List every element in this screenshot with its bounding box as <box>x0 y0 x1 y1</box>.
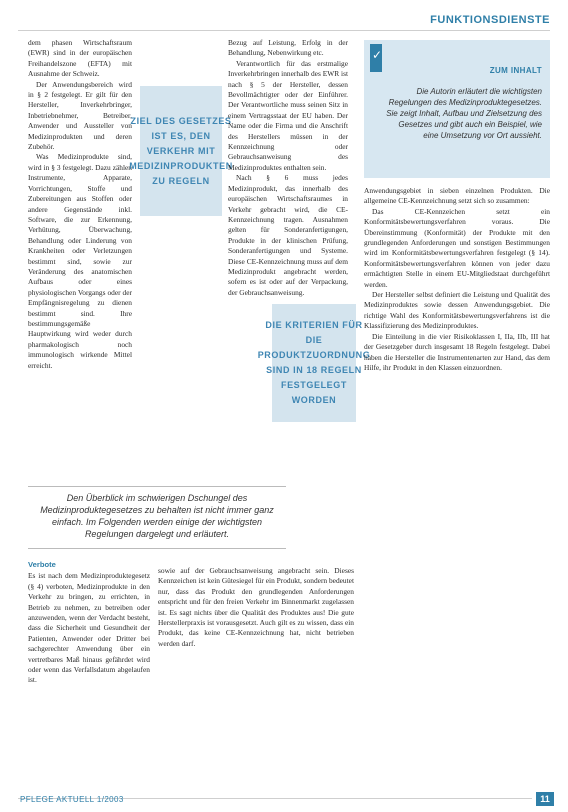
paragraph: Die Einteilung in die vier Risikoklassen I, IIa, IIb, III hat der Gesetzgeber durch insgesamt 18 Regeln festgelegt. Dabei haben die Hersteller die Instrumentenarten zur Hand, das dem Hilfe, ihr Produkt in den Klassen einzuordnen. <box>364 331 550 372</box>
section-heading: Verbote <box>28 560 56 569</box>
paragraph: Was Medizinprodukte sind, wird in § 3 festgelegt. Dazu zählen Instrumente, Apparate, Vorrichtungen, Stoffe und Zubereitungen aus Stoffen oder andere Gegenstände inkl. Software, die zur Erkennung, Verhütung, Überwachung, Behandlung oder Linderung von Krankheiten oder Verletzungen bestimmt sind, sowie zur Veränderung des anatomischen Aufbaus oder eines physiologischen Vorgangs oder der Empfängnisregelung zu dienen bestimmt sind. Ihre bestimmungsgemäße Hauptwirkung wird weder durch pharmakologisch noch immunologisch wirkende Mittel erreicht. <box>28 152 132 370</box>
paragraph: Verantwortlich für das erstmalige Inverkehrbringen innerhalb des EWR ist nach § 5 der Hersteller, dessen Bevollmächtigter oder der Einführer. Der Verantwortliche muss seinen Sitz in einem Vertragsstaat der EU haben. Der Name oder die Firma und die Anschrift des Herstellers müssen in der Kennzeichnung oder Gebrauchsanweisung des Medizinproduktes enthalten sein. <box>228 58 348 172</box>
paragraph: Das CE-Kennzeichen setzt ein Konformitätsbewertungsverfahren voraus. Die Übereinstimmung (Konformität) der Produkte mit den grundlegenden Anforderungen und sonstigen Bestimmungen wird im Konformitätsbewertungsverfahren festgelegt (§ 14). Konformitätsbewertungsverfahren können von jeder dazu ermächtigten Stelle in einem EU-Mitgliedstaat durchgeführt werden. <box>364 206 550 289</box>
column-2 <box>228 38 348 298</box>
paragraph: dem phasen Wirtschaftsraum (EWR) sind in der europäischen Freihandelszone (EFTA) mit Ausnahme der Schweiz. <box>28 38 132 79</box>
highlight-box-criteria: DIE KRITERIEN FÜR DIE PRODUKTZUORDNUNG SIND IN 18 REGELN FESTGELEGT WORDEN <box>272 304 356 422</box>
column-1 <box>28 38 132 371</box>
paragraph: Es ist nach dem Medizinproduktegesetz (§ 4) verboten, Medizinprodukte in den Verkehr zu bringen, zu errichten, in Betrieb zu nehmen, zu betreiben oder anzuwenden, wenn der Verdacht besteht, dass die Sicherheit und Gesundheit der Patienten, Anwender oder Dritter bei sachgerechter Anwendung über ein vertretbares Maß hinaus gefährdet wird oder wenn das Verfallsdatum abgelaufen ist. <box>28 571 150 685</box>
summary-sidebar <box>364 40 550 178</box>
paragraph: Der Anwendungsbereich wird in § 2 festgelegt. Er gilt für den Hersteller, Inverkehrbringer, Inbetriebnehmer, Betreiber, Anwender und Aussteller von Medizinprodukten und deren Zubehör. <box>28 79 132 152</box>
pull-quote-rule-top <box>28 486 286 487</box>
page-number: 11 <box>536 792 554 806</box>
paragraph: sowie auf der Gebrauchsanweisung angebracht sein. Dieses Kennzeichen ist kein Gütesiegel für ein Produkt, sondern bedeutet nur, dass das Produkt den grundlegenden Anforderungen entspricht und für den freien Verkehr im Binnenmarkt zugelassen ist. Es sagt nichts über die Qualität des Produktes aus! Die gute Herstellerpraxis ist vorausgesetzt. Auch gilt es zu wissen, dass ein Produkt, das keine CE-Kennzeichnung hat, nicht betrieben werden darf. <box>158 566 354 648</box>
pull-quote: Den Überblick im schwierigen Dschungel des Medizinproduktegesetzes zu behalten ist nicht immer ganz einfach. Im Folgenden werden einige der wichtigsten Regelungen dargelegt und erläutert. <box>40 493 274 539</box>
column-3 <box>364 186 550 373</box>
pull-quote-rule-bottom <box>28 548 286 549</box>
section-header: FUNKTIONSDIENSTE <box>430 14 550 26</box>
column-2-bottom <box>158 566 354 649</box>
paragraph: Nach § 6 muss jedes Medizinprodukt, das innerhalb des europäischen Wirtschaftsraumes in Verkehr gebracht wird, die CE-Kennzeichnung tragen. Ausnahmen gelten für Sonderanfertigungen, Produkte in der klinischen Prüfung, Sonderanfertigungen und Systeme. Diese CE-Kennzeichnung muss auf dem Medizinprodukt angebracht werden, sofern es ist oder auf der Verpackung, der Gebrauchsanweisung. <box>228 173 348 297</box>
sidebar-title: ZUM INHALT <box>489 66 542 75</box>
sidebar-text: Die Autorin erläutert die wichtigsten Regelungen des Medizinproduktegesetzes. Sie zeigt Inhalt, Aufbau und Zielsetzung des Gesetzes und gibt auch ein Beispiel, wie eine Umsetzung vor Ort aussieht. <box>386 87 542 140</box>
paragraph: Anwendungsgebiet in sieben einzelnen Produkten. Die allgemeine CE-Kennzeichnung setzt sich so zusammen: <box>364 186 550 206</box>
highlight-box-goal: ZIEL DES GESETZES IST ES, DEN VERKEHR MIT MEDIZINPRODUKTEN ZU REGELN <box>140 86 222 216</box>
column-1-bottom <box>28 556 150 686</box>
paragraph: Der Hersteller selbst definiert die Leistung und Qualität des Medizinproduktes sowie dessen Anwendungsgebiet. Die richtige Wahl des Konformitätsbewertungsverfahrens ist die Klassifizierung des Medizinproduktes. <box>364 290 550 331</box>
header-rule <box>18 30 550 31</box>
bookmark-icon: ✓ <box>370 44 382 72</box>
paragraph: Bezug auf Leistung, Erfolg in der Behandlung, Nebenwirkung etc. <box>228 38 348 58</box>
journal-footer: PFLEGE AKTUELL 1/2003 <box>20 795 124 804</box>
